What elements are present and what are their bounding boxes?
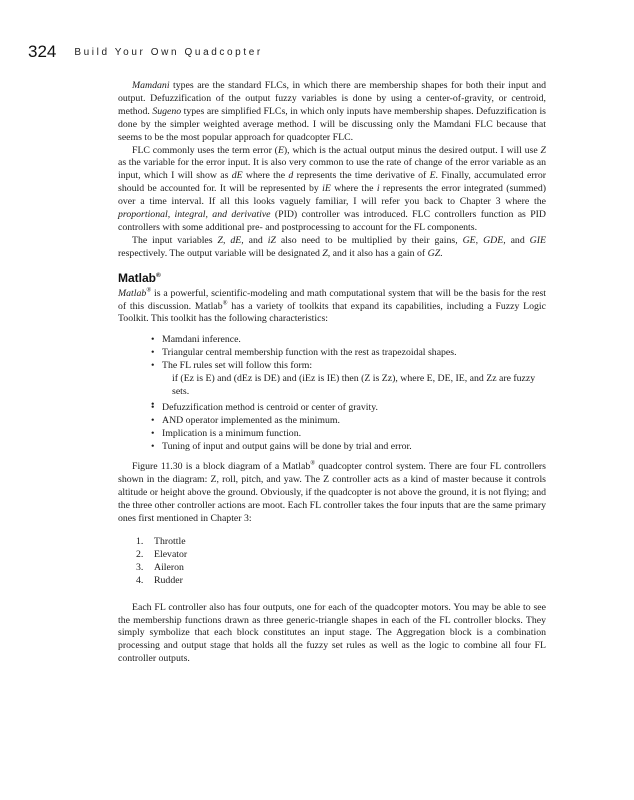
- text-run: Matlab: [118, 287, 147, 299]
- paragraph-mamdani: [118, 80, 546, 145]
- text-run: quadcopter control system. There are four FL controllers shown in the diagram: Z, roll, pitch, and yaw. The Z controller acts as a kind of master because it controls altitude or height above the ground. Obviously, if the quadcopter is not above the ground, it is not flying; and the three other controller actions are moot. Each FL controller takes the four inputs that are the same primary ones first mentioned in Chapter 3:: [118, 461, 546, 525]
- text-run: FLC commonly uses the term error (: [132, 144, 278, 156]
- inputs-list: [118, 536, 546, 588]
- text-run: dE: [230, 234, 242, 246]
- text-run: Z: [322, 247, 328, 259]
- running-header: [28, 42, 263, 62]
- text-run: E: [277, 144, 284, 156]
- text-run: , and: [503, 234, 530, 246]
- list-item: 2. Elevator: [136, 548, 188, 560]
- list-item: • Implication is a minimum function.: [152, 428, 546, 441]
- text-run: GIE: [529, 234, 546, 246]
- body-text: [118, 80, 546, 666]
- paragraph-block-diagram: [118, 461, 546, 526]
- page-number: 324: [28, 42, 57, 61]
- list-item: • Mamdani inference.: [152, 334, 546, 347]
- list-item: • AND operator implemented as the minimum.: [152, 415, 546, 428]
- text-run: Mamdani: [132, 80, 170, 91]
- paragraph-gains: [118, 235, 546, 261]
- text-run: where the: [242, 170, 289, 182]
- text-run: also need to be multiplied by their gains,: [275, 234, 463, 246]
- text-run: i: [376, 183, 380, 195]
- characteristics-list: [118, 334, 546, 453]
- text-run: ,: [222, 234, 231, 246]
- book-title: Build Your Own Quadcopter: [74, 47, 263, 58]
- list-item: • Triangular central membership function with the rest as trapezoidal shapes.: [152, 347, 546, 360]
- text-run: Sugeno: [152, 105, 182, 117]
- text-run: E: [429, 170, 436, 182]
- text-run: iZ: [267, 234, 276, 246]
- text-run: GDE: [483, 234, 504, 246]
- text-run: ®: [222, 299, 228, 307]
- text-run: ®: [146, 286, 152, 294]
- text-run: , and it also has a gain of: [327, 247, 428, 259]
- list-item: • Tuning of input and output gains will be done by trial and error.: [152, 441, 546, 454]
- text-run: d: [288, 170, 294, 182]
- list-item: • The FL rules set will follow this form: if (Ez is E) and (dEz is DE) and (iEz is IE) then (Z is Zz), where E, DE, IE, and Zz are fuzzy sets.: [152, 360, 546, 399]
- text-run: (PID) controller was introduced. FLC controllers function as PID controllers with some additional pre- and postprocessing to account for the FL components.: [118, 209, 546, 233]
- text-run: respectively. The output variable will be designated: [118, 247, 323, 259]
- text-run: types are simplified FLCs, in which only inputs have membership shapes. Defuzzification is done by the simpler weighted average method. I will be discussing only the Mamdani FLC because that seems to be the most popular approach for quadcopter FLC.: [118, 105, 546, 143]
- list-item: 1. Throttle: [136, 536, 186, 547]
- text-run: ,: [475, 234, 484, 246]
- text-run: Z: [217, 234, 223, 246]
- text-run: Each FL controller also has four outputs, one for each of the quadcopter motors. You may be able to see the membership functions drawn as three generic-triangle shapes in each of the FL controller blocks. They simply symbolize that each block constitutes an input stage. The Aggregation block is a combination processing and output stage that holds all the fuzzy set rules as well as the logic to combine all four FL controller outputs.: [118, 601, 546, 665]
- text-run: GE: [462, 234, 476, 246]
- text-run: types are the standard FLCs, in which there are membership shapes for both their input and output. Defuzzification of the output fuzzy variables is done by using a center-of-gravity, or centroid, method.: [118, 80, 546, 117]
- text-run: has a variety of toolkits that expand its capabilities, including a Fuzzy Logic Toolkit. This toolkit has the following characteristics:: [118, 300, 546, 325]
- text-run: dE: [231, 170, 243, 182]
- text-run: .: [440, 247, 443, 259]
- text-run: . Finally, accumulated error should be accounted for. It will be represented by: [118, 170, 547, 195]
- text-run: proportional, integral, and derivative: [118, 209, 271, 221]
- list-item: • Defuzzification method is centroid or center of gravity.: [152, 402, 546, 415]
- text-run: ®: [310, 460, 316, 468]
- paragraph-error-terms: [118, 145, 546, 235]
- list-item: 3. Aileron: [136, 561, 184, 573]
- paragraph-matlab-intro: [118, 288, 546, 327]
- text-run: represents the time derivative of: [293, 170, 430, 182]
- paragraph-outputs: [118, 602, 546, 667]
- rule-form-text: if (Ez is E) and (dEz is DE) and (iEz is IE) then (Z is Zz), where E, DE, IE, and Zz are fuzzy sets.: [172, 373, 536, 397]
- text-run: Figure 11.30 is a block diagram of a Matlab: [132, 461, 311, 473]
- text-run: The input variables: [132, 234, 218, 246]
- list-item: 4. Rudder: [136, 574, 183, 586]
- text-run: , and: [241, 234, 268, 246]
- text-run: ), which is the actual output minus the desired output. I will use: [283, 144, 541, 156]
- text-run: GZ: [427, 247, 441, 259]
- text-run: Z: [540, 144, 546, 156]
- text-run: where the: [330, 183, 377, 195]
- text-run: represents the error integrated (summed) over a time interval. If all this looks vaguely familiar, I will refer you back to Chapter 3 where the: [118, 183, 546, 208]
- section-heading-matlab: Matlab®: [118, 270, 161, 285]
- text-run: is a powerful, scientific-modeling and math computational system that will be the basis for the rest of this discussion. Matlab: [118, 287, 546, 312]
- text-run: iE: [322, 183, 331, 195]
- text-run: as the variable for the error input. It is also very common to use the rate of change of the error variable as an input, which I will show as: [118, 157, 546, 182]
